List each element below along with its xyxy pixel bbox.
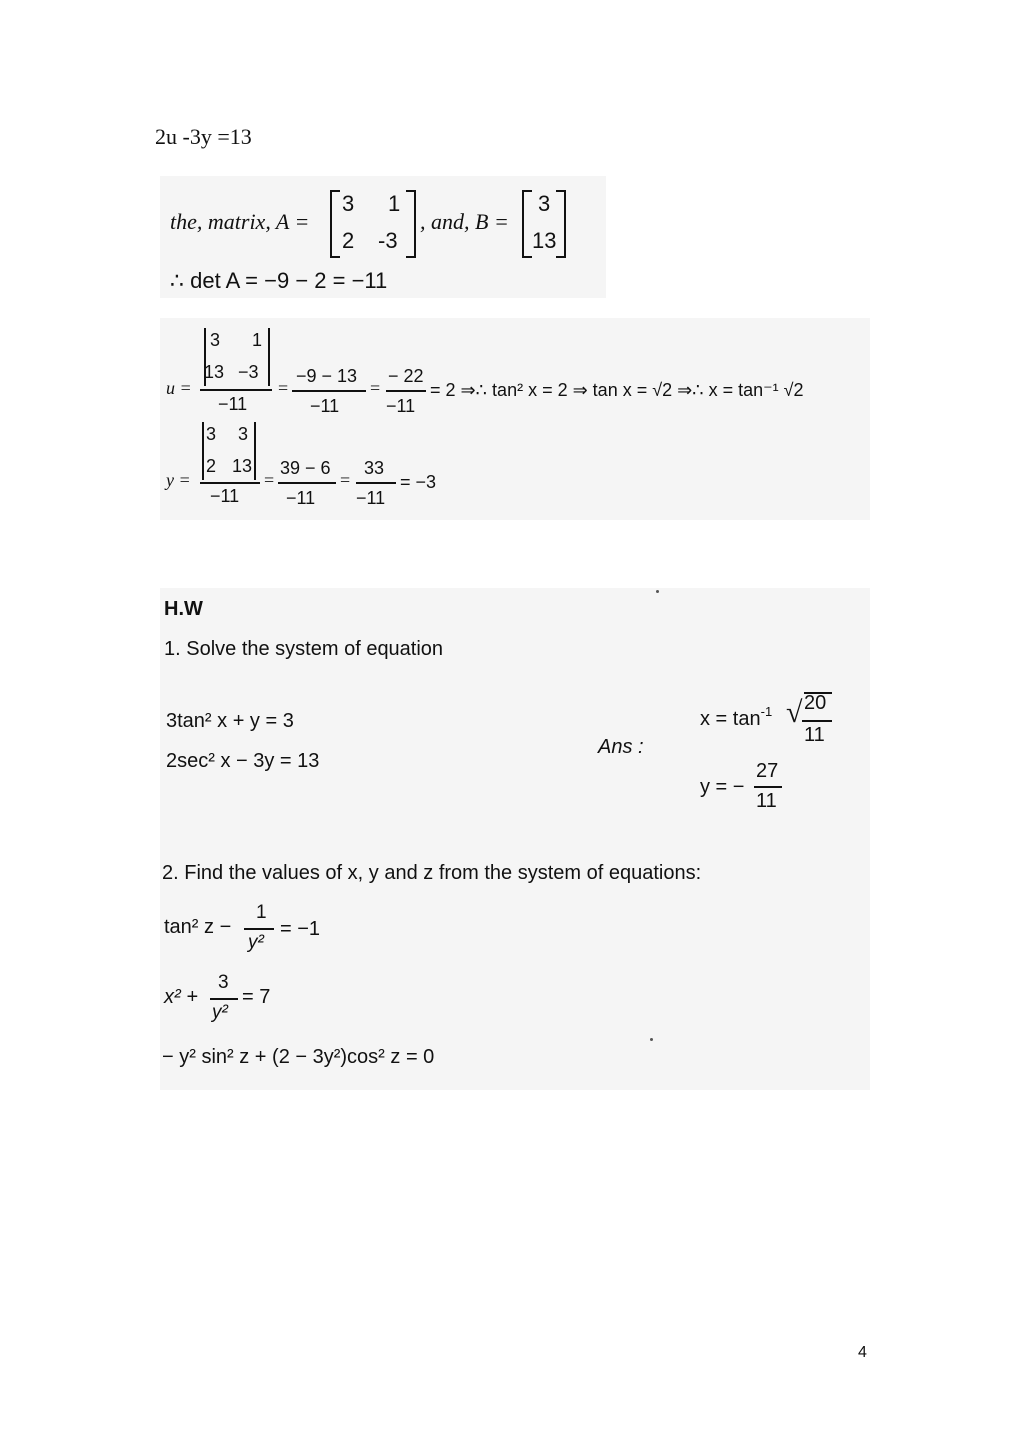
matrix-lead: the, matrix, A = bbox=[170, 209, 310, 234]
hw-q1-equation-1: 3tan² x + y = 3 bbox=[166, 710, 294, 732]
q2-eq1-denominator: y² bbox=[248, 932, 264, 953]
y-label: y = bbox=[166, 470, 191, 490]
scan-speck bbox=[650, 1038, 653, 1041]
q2-eq1-lead: tan² z − bbox=[164, 916, 232, 938]
q2-eq2-lead: x² + bbox=[164, 986, 198, 1008]
answer-x-lead: x = tan bbox=[700, 708, 761, 730]
hw-question-2: 2. Find the values of x, y and z from the system of equations: bbox=[162, 862, 702, 884]
y-f3-denominator: −11 bbox=[356, 488, 386, 508]
hw-title: H.W bbox=[164, 598, 203, 620]
y-f3-line bbox=[356, 482, 396, 484]
u-fraction-line bbox=[200, 389, 272, 391]
matrix-a-cell: 3 bbox=[342, 191, 355, 216]
answer-y-lead: y = − bbox=[700, 776, 745, 798]
top-equation: 2u -3y =13 bbox=[155, 124, 252, 149]
answer-x bbox=[700, 704, 773, 731]
answer-label: Ans : bbox=[598, 736, 644, 758]
y-denominator: −11 bbox=[210, 486, 240, 506]
q2-eq2-tail: = 7 bbox=[242, 986, 271, 1008]
y-f2-line bbox=[278, 482, 336, 484]
hw-q1-equation-2: 2sec² x − 3y = 13 bbox=[166, 750, 320, 772]
answer-x-numerator: 20 bbox=[804, 692, 827, 714]
answer-y-numerator: 27 bbox=[756, 760, 779, 782]
matrix-b-cell: 3 bbox=[538, 191, 551, 216]
q2-eq2-fraction-line bbox=[210, 998, 238, 1000]
u-label: u = bbox=[166, 378, 192, 398]
u-f3-numerator: − 22 bbox=[388, 366, 424, 386]
u-conclusion: = 2 ⇒∴ tan² x = 2 ⇒ tan x = √2 ⇒∴ x = tan⁻¹ √2 bbox=[430, 380, 804, 400]
hw-question-1: 1. Solve the system of equation bbox=[164, 638, 444, 660]
y-det-right-bar bbox=[254, 422, 256, 480]
q2-eq2-numerator: 3 bbox=[218, 972, 229, 993]
answer-y-denominator: 11 bbox=[756, 790, 777, 812]
q2-eq1-tail: = −1 bbox=[280, 918, 321, 940]
equals-sign: = bbox=[340, 470, 351, 490]
q2-eq1-numerator: 1 bbox=[256, 902, 267, 923]
equals-sign: = bbox=[278, 378, 289, 398]
and-b-label: , and, B = bbox=[420, 209, 509, 234]
answer-x-fraction-line bbox=[802, 720, 832, 722]
sqrt-icon: √ bbox=[786, 696, 803, 729]
y-det-cell: 3 bbox=[206, 424, 217, 444]
matrix-a-right-bracket bbox=[406, 190, 416, 258]
u-f2-line bbox=[292, 390, 366, 392]
q2-eq2-denominator: y² bbox=[212, 1002, 228, 1023]
page-number: 4 bbox=[858, 1344, 867, 1361]
answer-x-denominator: 11 bbox=[804, 724, 825, 746]
matrix-a-cell: 1 bbox=[388, 191, 401, 216]
u-f2-denominator: −11 bbox=[310, 396, 340, 416]
y-det-cell: 2 bbox=[206, 456, 217, 476]
matrix-b-right-bracket bbox=[556, 190, 566, 258]
y-f3-numerator: 33 bbox=[364, 458, 385, 478]
u-f2-numerator: −9 − 13 bbox=[296, 366, 358, 386]
determinant-line: ∴ det A = −9 − 2 = −11 bbox=[170, 268, 388, 293]
matrix-b-cell: 13 bbox=[532, 228, 557, 253]
matrix-a-cell: 2 bbox=[342, 228, 355, 253]
matrix-b-left-bracket bbox=[522, 190, 532, 258]
u-det-cell: −3 bbox=[238, 362, 259, 382]
y-det-left-bar bbox=[202, 422, 204, 480]
scan-speck bbox=[656, 590, 659, 593]
y-f2-numerator: 39 − 6 bbox=[280, 458, 331, 478]
scan-matrix-block bbox=[160, 176, 606, 298]
u-det-right-bar bbox=[268, 328, 270, 386]
y-conclusion: = −3 bbox=[400, 472, 437, 492]
equals-sign: = bbox=[370, 378, 381, 398]
y-fraction-line bbox=[200, 482, 260, 484]
answer-x-exponent: -1 bbox=[760, 704, 773, 719]
y-f2-denominator: −11 bbox=[286, 488, 316, 508]
q2-equation-3: − y² sin² z + (2 − 3y²)cos² z = 0 bbox=[162, 1046, 435, 1068]
q2-eq1-fraction-line bbox=[244, 928, 274, 930]
u-f3-denominator: −11 bbox=[386, 396, 416, 416]
u-det-cell: 1 bbox=[252, 330, 263, 350]
u-det-cell: 13 bbox=[204, 362, 225, 382]
y-det-cell: 13 bbox=[232, 456, 253, 476]
scan-homework-block bbox=[160, 588, 870, 1090]
u-det-cell: 3 bbox=[210, 330, 221, 350]
equals-sign: = bbox=[264, 470, 275, 490]
u-f3-line bbox=[386, 390, 426, 392]
matrix-a-left-bracket bbox=[330, 190, 340, 258]
y-det-cell: 3 bbox=[238, 424, 249, 444]
scan-cramer-block bbox=[160, 318, 870, 520]
answer-y-fraction-line bbox=[754, 786, 782, 788]
matrix-a-cell: -3 bbox=[378, 228, 398, 253]
u-denominator: −11 bbox=[218, 394, 248, 414]
